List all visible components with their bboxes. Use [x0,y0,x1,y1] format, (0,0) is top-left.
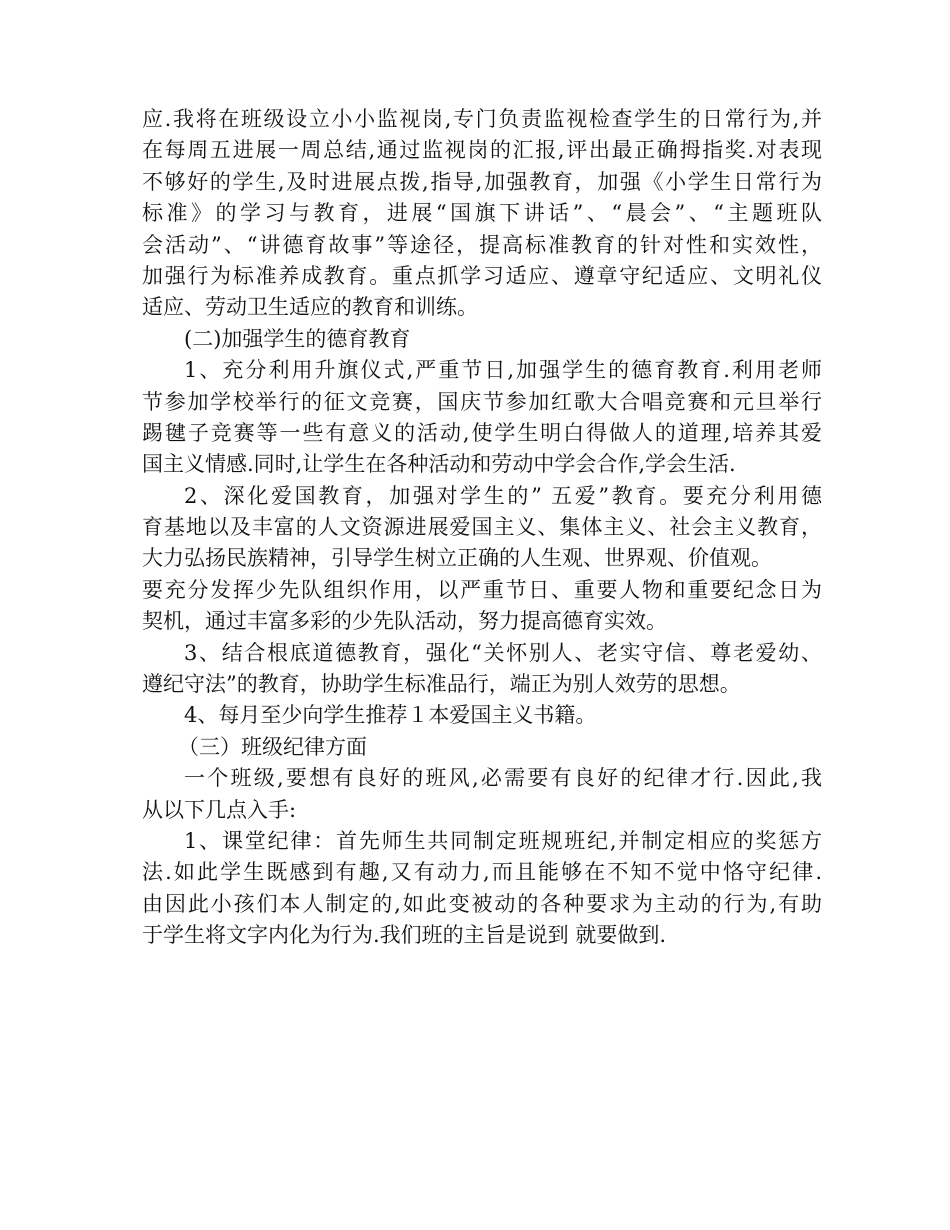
text-line: 1、课堂纪律：首先师生共同制定班规班纪,并制定相应的奖惩方 [184,828,822,853]
text-line: 节参加学校举行的征文竞赛，国庆节参加红歌大合唱竞赛和元旦举行 [142,389,822,414]
text-line: 3、结合根底道德教育，强化“关怀别人、老实守信、尊老爱幼、 [184,640,822,665]
text-line: 法.如此学生既感到有趣,又有动力,而且能够在不知不觉中恪守纪律. [142,860,822,885]
text-line: 2、深化爱国教育，加强对学生的” 五爱”教育。要充分利用德 [184,483,822,508]
text-line: 由因此小孩们本人制定的,如此变被动的各种要求为主动的行为,有助 [142,891,822,916]
text-line: 在每周五进展一周总结,通过监视岗的汇报,评出最正确拇指奖.对表现 [142,138,822,163]
text-line: 会活动”、“讲德育故事”等途径，提高标准教育的针对性和实效性， [142,232,822,257]
text-line: 4、每月至少向学生推荐１本爱国主义书籍。 [184,703,597,728]
text-line: 国主义情感.同时,让学生在各种活动和劳动中学会合作,学会生活. [142,452,736,477]
text-line: 适应、劳动卫生适应的教育和训练。 [142,295,478,320]
document-page [142,104,822,952]
text-line: 大力弘扬民族精神，引导学生树立正确的人生观、世界观、价值观。 [142,546,772,571]
text-line: 应.我将在班级设立小小监视岗,专门负责监视检查学生的日常行为,并 [142,107,822,131]
text-line: 踢毽子竞赛等一些有意义的活动,使学生明白得做人的道理,培养其爱 [142,420,822,445]
section-heading: （三）班级纪律方面 [178,734,367,759]
text-line: 遵纪守法”的教育，协助学生标准品行，端正为别人效劳的思想。 [142,672,741,697]
text-line: 不够好的学生,及时进展点拨,指导,加强教育，加强《小学生日常行为 [142,169,822,194]
text-line: 一个班级,要想有良好的班风,必需要有良好的纪律才行.因此,我 [184,766,822,791]
text-line: 育基地以及丰富的人文资源进展爱国主义、集体主义、社会主义教育， [142,515,822,540]
text-line: 从以下几点入手: [142,797,297,822]
text-line: 1、充分利用升旗仪式,严重节日,加强学生的德育教育.利用老师 [184,358,822,383]
text-line: 于学生将文字内化为行为.我们班的主旨是说到 就要做到. [142,923,667,948]
text-line: 要充分发挥少先队组织作用，以严重节日、重要人物和重要纪念日为 [142,577,822,602]
text-line: 加强行为标准养成教育。重点抓学习适应、遵章守纪适应、文明礼仪 [142,263,822,288]
section-heading: (二)加强学生的德育教育 [184,326,411,351]
text-line: 契机，通过丰富多彩的少先队活动，努力提高德育实效。 [142,609,667,634]
text-line: 标准》的学习与教育，进展“国旗下讲话”、“晨会”、“主题班队 [142,201,822,226]
